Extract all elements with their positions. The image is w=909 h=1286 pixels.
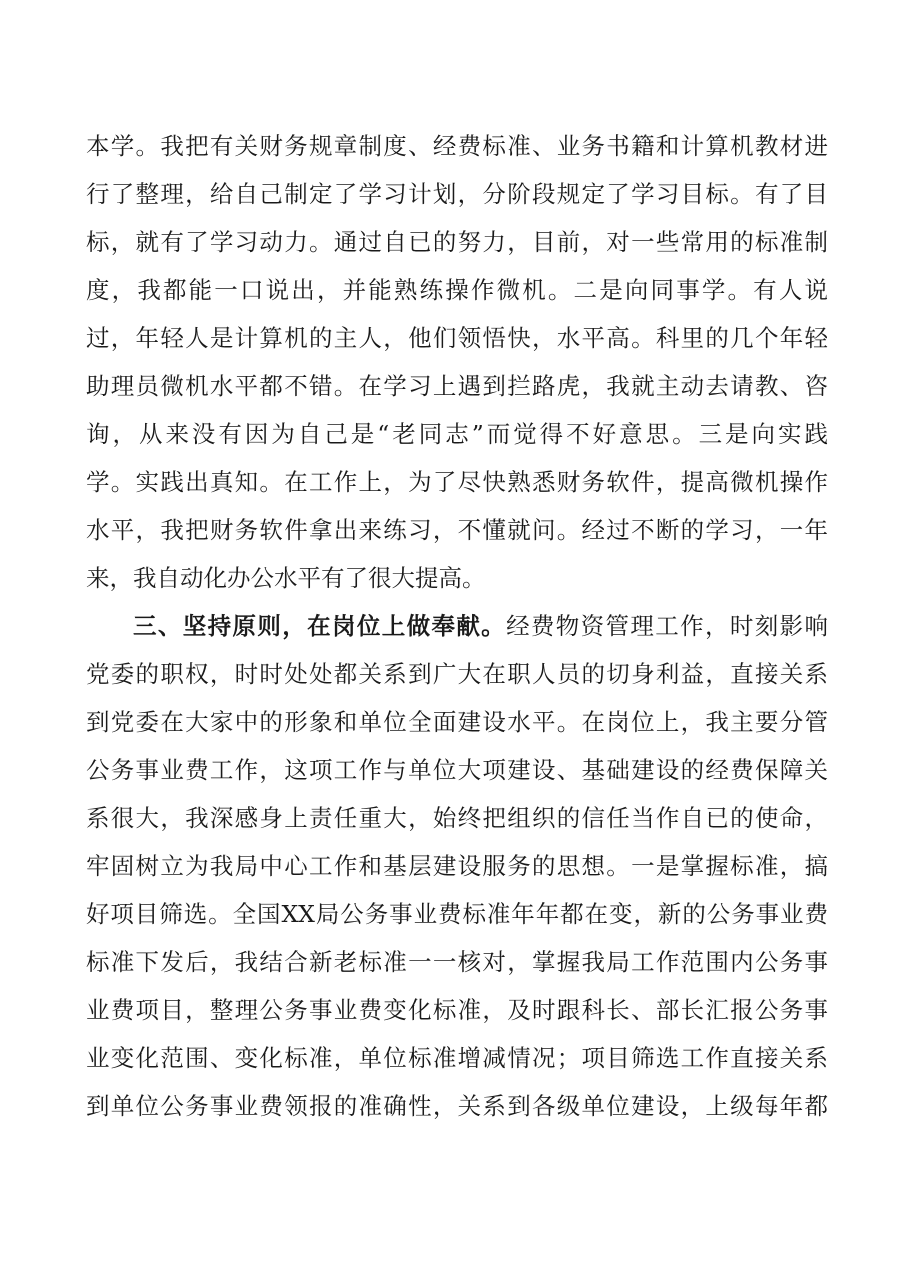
text-line: 到党委在大家中的形象和单位全面建设水平。在岗位上，我主要分管 [86,708,828,736]
text-line: 标准下发后，我结合新老标准一一核对，掌握我局工作范围内公务事 [86,948,828,976]
text-line: 过，年轻人是计算机的主人，他们领悟快，水平高。科里的几个年轻 [86,324,828,352]
text-line: 好项目筛选。全国XX局公务事业费标准年年都在变，新的公务事业费 [86,900,828,928]
paragraph-self-study [86,122,828,602]
text-line-first [86,602,828,650]
paragraph-principles [86,602,828,1130]
text-line: 业变化范围、变化标准，单位标准增减情况；项目筛选工作直接关系 [86,1044,828,1072]
text-line: 标，就有了学习动力。通过自已的努力，目前，对一些常用的标准制 [86,228,828,256]
text-line: 行了整理，给自己制定了学习计划，分阶段规定了学习目标。有了目 [86,180,828,208]
text-line: 业费项目，整理公务事业费变化标准，及时跟科长、部长汇报公务事 [86,996,828,1024]
text-line: 来，我自动化办公水平有了很大提高。 [86,564,486,592]
text-line: 学。实践出真知。在工作上，为了尽快熟悉财务软件，提高微机操作 [86,468,828,496]
section-heading-continuation: 经费物资管理工作，时刻影响 [506,612,828,640]
text-line: 水平，我把财务软件拿出来练习，不懂就问。经过不断的学习，一年 [86,516,828,544]
text-line: 公务事业费工作，这项工作与单位大项建设、基础建设的经费保障关 [86,756,828,784]
text-line: 助理员微机水平都不错。在学习上遇到拦路虎，我就主动去请教、咨 [86,372,828,400]
text-line: 本学。我把有关财务规章制度、经费标准、业务书籍和计算机教材进 [86,132,828,160]
text-line: 询，从来没有因为自己是“老同志”而觉得不好意思。三是向实践 [86,420,828,448]
text-line: 到单位公务事业费领报的准确性，关系到各级单位建设，上级每年都 [86,1092,828,1120]
text-line: 度，我都能一口说出，并能熟练操作微机。二是向同事学。有人说 [86,276,828,304]
text-line: 党委的职权，时时处处都关系到广大在职人员的切身利益，直接关系 [86,660,828,688]
section-heading: 三、坚持原则，在岗位上做奉献。 [133,612,507,640]
text-line: 牢固树立为我局中心工作和基层建设服务的思想。一是掌握标准，搞 [86,852,828,880]
text-line: 系很大，我深感身上责任重大，始终把组织的信任当作自已的使命， [86,804,828,832]
